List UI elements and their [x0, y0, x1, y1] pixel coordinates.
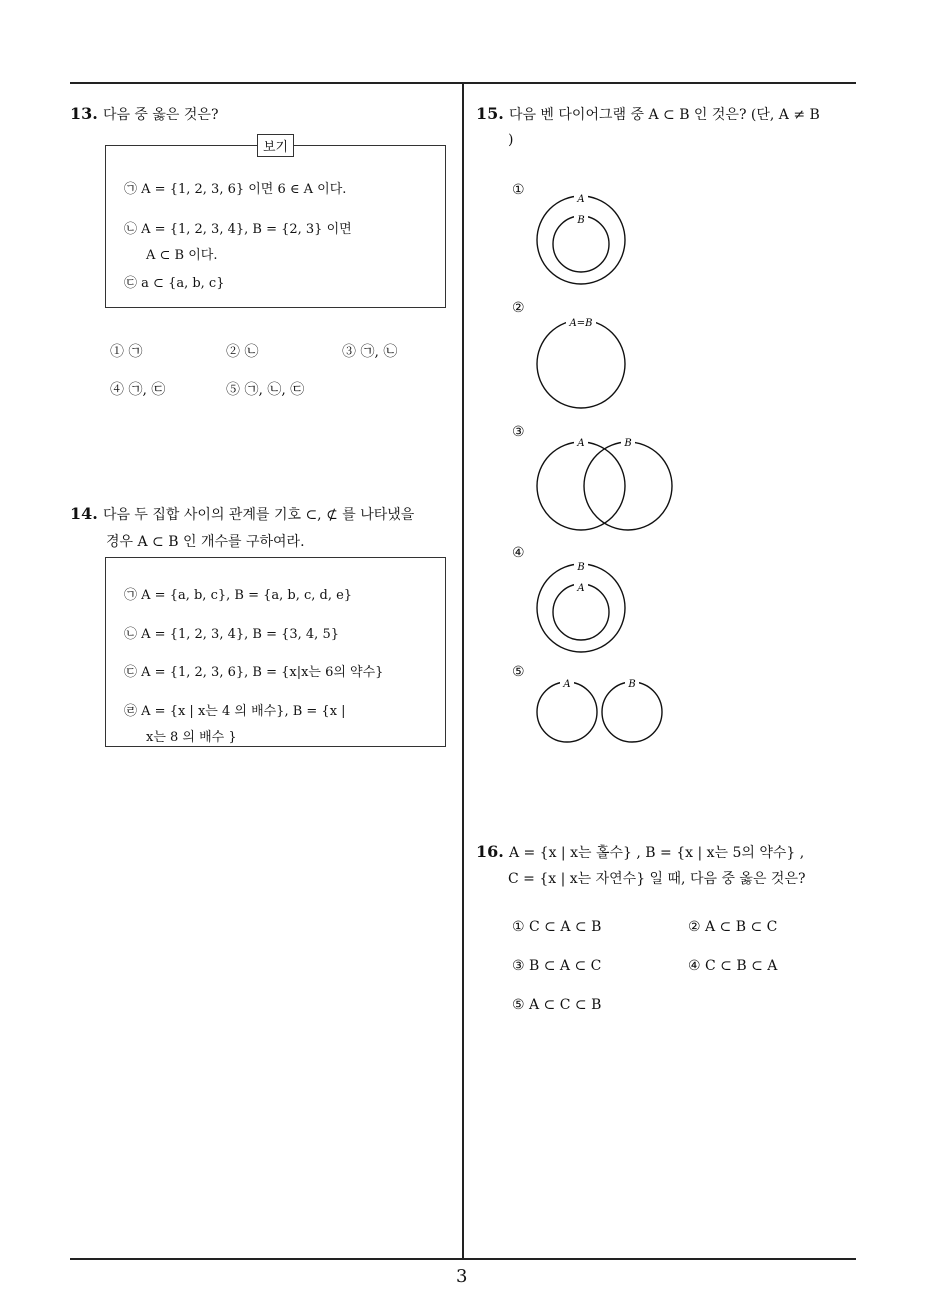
- venn-diagram-1: [530, 190, 640, 290]
- item-text: a ⊂ {a, b, c}: [141, 276, 225, 291]
- example-item: [124, 584, 352, 603]
- venn-option-5-mark[interactable]: ⑤: [512, 664, 525, 680]
- question-number: 15.: [476, 104, 504, 123]
- venn-label: A: [577, 438, 585, 449]
- answer-choice-4[interactable]: ④ ㉠, ㉢: [110, 382, 166, 398]
- question-14: [70, 504, 414, 524]
- example-item: [124, 218, 352, 237]
- question-16: [476, 842, 804, 862]
- item-text: A ⊂ B 이다.: [146, 248, 218, 263]
- answer-choice-3[interactable]: ③ ㉠, ㉡: [342, 344, 398, 360]
- example-item: [124, 700, 346, 719]
- question-13: [70, 104, 218, 124]
- venn-circle-a: [537, 682, 597, 742]
- answer-choice-2[interactable]: ② A ⊂ B ⊂ C: [688, 919, 778, 935]
- venn-option-3-mark[interactable]: ③: [512, 424, 525, 440]
- item-text: x는 8 의 배수 }: [146, 730, 237, 745]
- item-text: A = {1, 2, 3, 4}, B = {2, 3} 이면: [141, 222, 352, 237]
- question-text-line2: ): [508, 132, 514, 148]
- venn-label: B: [577, 562, 585, 573]
- answer-choice-5[interactable]: ⑤ A ⊂ C ⊂ B: [512, 997, 602, 1013]
- answer-choice-5[interactable]: ⑤ ㉠, ㉡, ㉢: [226, 382, 305, 398]
- venn-label: B: [624, 438, 632, 449]
- venn-diagram-3: [530, 436, 680, 536]
- venn-circle-b: [584, 442, 672, 530]
- bottom-rule: [70, 1258, 856, 1260]
- question-text: 다음 벤 다이어그램 중 A ⊂ B 인 것은? (단, A ≠ B: [508, 107, 820, 123]
- venn-label: B: [577, 215, 585, 226]
- venn-label: A: [563, 679, 571, 690]
- example-item: [124, 623, 339, 642]
- item-text: A = {a, b, c}, B = {a, b, c, d, e}: [141, 588, 353, 603]
- column-divider: [462, 82, 464, 1260]
- item-text: A = {1, 2, 3, 6}, B = {x|x는 6의 약수}: [141, 665, 384, 680]
- answer-choice-2[interactable]: ② ㉡: [226, 344, 259, 360]
- item-mark: ㉡: [124, 222, 138, 237]
- item-mark: ㉣: [124, 704, 138, 719]
- answer-choice-1[interactable]: ① C ⊂ A ⊂ B: [512, 919, 602, 935]
- item-mark: ㉢: [124, 276, 138, 291]
- question-text-line2: C = {x | x는 자연수} 일 때, 다음 중 옳은 것은?: [508, 871, 806, 887]
- item-text: A = {x | x는 4 의 배수}, B = {x |: [141, 704, 346, 719]
- question-number: 16.: [476, 842, 504, 861]
- question-15: [476, 104, 820, 124]
- question-text-line2: 경우 A ⊂ B 인 개수를 구하여라.: [106, 534, 305, 550]
- venn-circle-b: [602, 682, 662, 742]
- question-text: A = {x | x는 홀수} , B = {x | x는 5의 약수} ,: [508, 845, 805, 861]
- venn-label: B: [628, 679, 636, 690]
- venn-diagram-5: [530, 674, 670, 754]
- item-mark: ㉠: [124, 182, 138, 197]
- item-mark: ㉠: [124, 588, 138, 603]
- item-mark: ㉡: [124, 627, 138, 642]
- question-number: 14.: [70, 504, 98, 523]
- page-number: 3: [456, 1266, 468, 1287]
- item-mark: ㉢: [124, 665, 138, 680]
- answer-choice-3[interactable]: ③ B ⊂ A ⊂ C: [512, 958, 602, 974]
- venn-label: A: [577, 194, 585, 205]
- answer-choice-4[interactable]: ④ C ⊂ B ⊂ A: [688, 958, 778, 974]
- question-number: 13.: [70, 104, 98, 123]
- venn-circle-b: [537, 564, 625, 652]
- example-item-continuation: [146, 726, 237, 745]
- item-text: A = {1, 2, 3, 4}, B = {3, 4, 5}: [141, 627, 339, 642]
- answer-choice-1[interactable]: ① ㉠: [110, 344, 143, 360]
- example-item: [124, 272, 225, 291]
- question-text: 다음 중 옳은 것은?: [102, 107, 219, 123]
- venn-option-2-mark[interactable]: ②: [512, 300, 525, 316]
- venn-circle-a: [537, 442, 625, 530]
- venn-label: A=B: [569, 318, 593, 329]
- venn-diagram-4: [530, 558, 640, 658]
- venn-option-1-mark[interactable]: ①: [512, 182, 525, 198]
- venn-diagram-2: [530, 314, 640, 410]
- example-item-continuation: [146, 244, 217, 263]
- example-item: [124, 178, 346, 197]
- example-item: [124, 661, 383, 680]
- venn-option-4-mark[interactable]: ④: [512, 545, 525, 561]
- venn-circle-ab: [537, 320, 625, 408]
- question-text: 다음 두 집합 사이의 관계를 기호 ⊂, ⊄ 를 나타냈을: [102, 507, 415, 523]
- item-text: A = {1, 2, 3, 6} 이면 6 ∈ A 이다.: [141, 182, 347, 197]
- venn-label: A: [577, 583, 585, 594]
- example-box-title: 보기: [257, 134, 294, 157]
- venn-circle-a: [537, 196, 625, 284]
